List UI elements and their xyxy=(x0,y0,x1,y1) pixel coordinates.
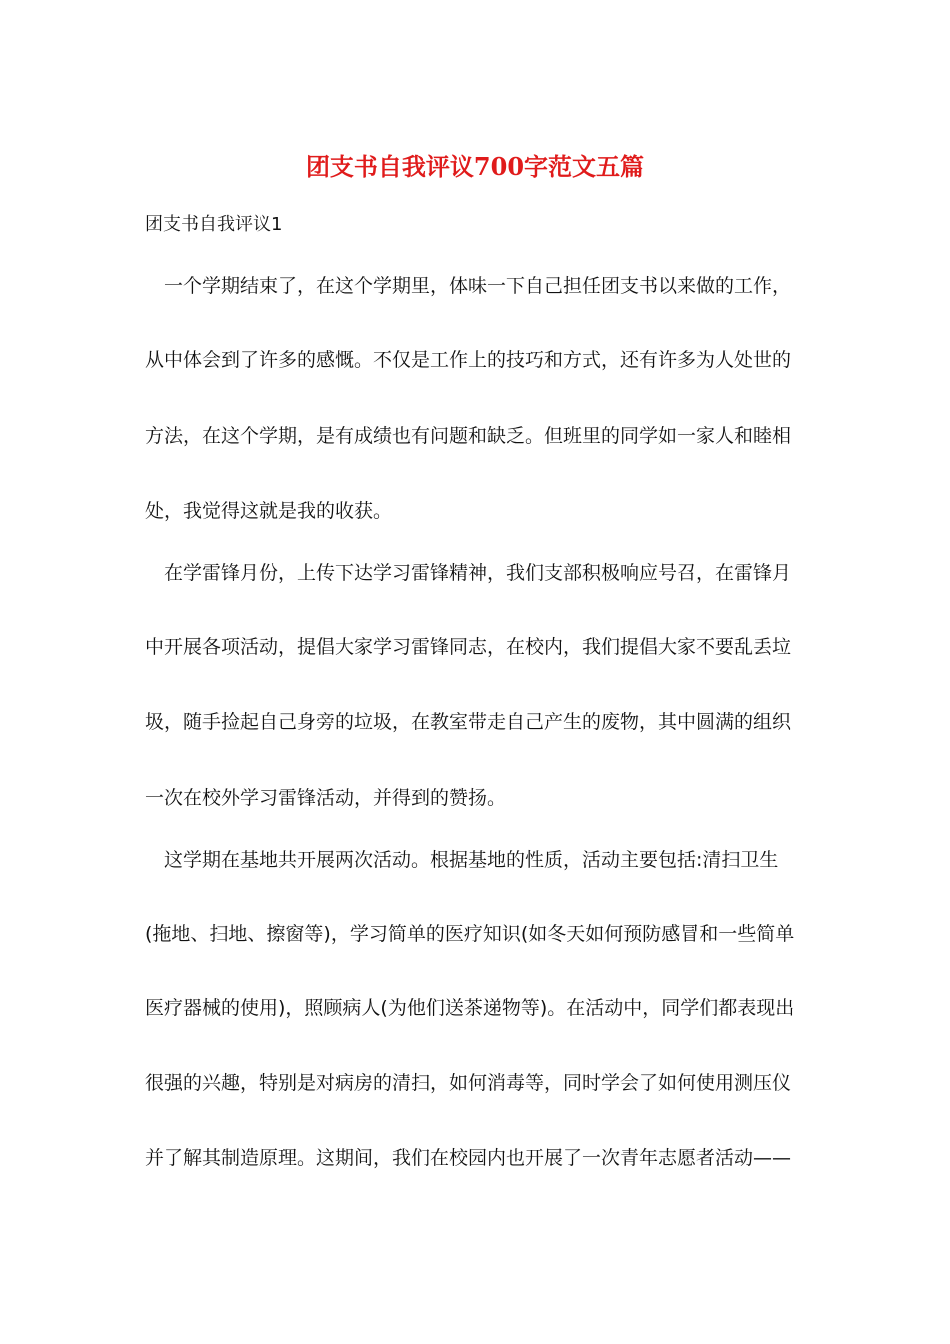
paragraph-line: 医疗器械的使用)，照顾病人(为他们送茶递物等)。在活动中，同学们都表现出 xyxy=(145,997,795,1019)
paragraph-line: 圾，随手捡起自己身旁的垃圾，在教室带走自己产生的废物，其中圆满的组织 xyxy=(145,711,792,733)
section-heading: 团支书自我评议1 xyxy=(145,214,283,235)
paragraph-line: (拖地、扫地、擦窗等)，学习简单的医疗知识(如冬天如何预防感冒和一些简单 xyxy=(145,923,795,945)
paragraph-line: 一个学期结束了，在这个学期里，体味一下自己担任团支书以来做的工作， xyxy=(164,275,792,297)
paragraph-line: 处，我觉得这就是我的收获。 xyxy=(145,500,393,522)
paragraph-line: 方法，在这个学期，是有成绩也有问题和缺乏。但班里的同学如一家人和睦相 xyxy=(145,425,792,447)
paragraph-line: 中开展各项活动，提倡大家学习雷锋同志，在校内，我们提倡大家不要乱丢垃 xyxy=(145,636,792,658)
paragraph-line: 从中体会到了许多的感慨。不仅是工作上的技巧和方式，还有许多为人处世的 xyxy=(145,349,792,371)
paragraph-line: 这学期在基地共开展两次活动。根据基地的性质，活动主要包括:清扫卫生 xyxy=(164,849,779,871)
document-title: 团支书自我评议700字范文五篇 xyxy=(305,152,645,181)
paragraph-line: 在学雷锋月份，上传下达学习雷锋精神，我们支部积极响应号召，在雷锋月 xyxy=(164,562,792,584)
paragraph-line: 很强的兴趣，特别是对病房的清扫，如何消毒等，同时学会了如何使用测压仪 xyxy=(145,1072,792,1094)
paragraph-line: 一次在校外学习雷锋活动，并得到的赞扬。 xyxy=(145,787,507,809)
paragraph-line: 并了解其制造原理。这期间，我们在校园内也开展了一次青年志愿者活动—— xyxy=(145,1147,792,1169)
